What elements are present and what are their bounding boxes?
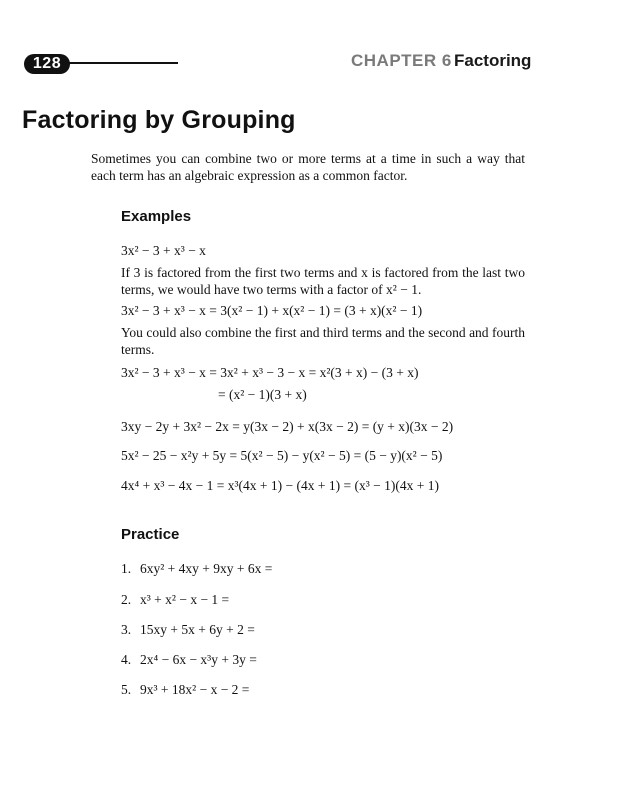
practice-item-number: 3. — [121, 622, 132, 637]
practice-item — [121, 560, 272, 577]
header-rule — [66, 62, 178, 64]
example-equation-2b: = (x² − 1)(3 + x) — [218, 387, 307, 402]
practice-item — [121, 681, 249, 698]
example-expression: 3x² − 3 + x³ − x — [121, 243, 206, 258]
page-number: 128 — [32, 55, 62, 72]
chapter-title: Factoring — [454, 51, 532, 70]
practice-item-problem: 6xy² + 4xy + 9xy + 6x = — [140, 561, 273, 576]
practice-item-problem: x³ + x² − x − 1 = — [140, 592, 230, 607]
practice-item-problem: 9x³ + 18x² − x − 2 = — [140, 682, 250, 697]
page-number-badge — [24, 54, 70, 74]
practice-item — [121, 591, 229, 608]
practice-heading: Practice — [121, 526, 180, 543]
example-equation-2a: 3x² − 3 + x³ − x = 3x² + x³ − 3 − x = x²(3 + x) − (3 + x) — [121, 365, 419, 380]
practice-item-number: 1. — [121, 561, 132, 576]
example-explanation-1: If 3 is factored from the first two terms and x is factored from the last two terms, we would have two terms with a factor of x² − 1. — [121, 265, 525, 297]
example-equation-4: 5x² − 25 − x²y + 5y = 5(x² − 5) − y(x² − 5) = (5 − y)(x² − 5) — [121, 448, 443, 463]
example-equation-3: 3xy − 2y + 3x² − 2x = y(3x − 2) + x(3x − 2) = (y + x)(3x − 2) — [121, 419, 454, 434]
practice-item-problem: 15xy + 5x + 6y + 2 = — [140, 622, 255, 637]
chapter-label: CHAPTER 6 — [351, 51, 452, 70]
practice-item-number: 4. — [121, 652, 132, 667]
practice-item-number: 2. — [121, 592, 132, 607]
example-explanation-2: You could also combine the first and third terms and the second and fourth terms. — [121, 325, 525, 357]
example-equation-5: 4x⁴ + x³ − 4x − 1 = x³(4x + 1) − (4x + 1) = (x³ − 1)(4x + 1) — [121, 478, 439, 493]
practice-item — [121, 621, 255, 638]
practice-item-number: 5. — [121, 682, 132, 697]
practice-item-problem: 2x⁴ − 6x − x³y + 3y = — [140, 652, 257, 667]
intro-paragraph: Sometimes you can combine two or more terms at a time in such a way that each term has an algebraic expression as a common factor. — [91, 151, 525, 183]
practice-item — [121, 651, 257, 668]
example-equation-1: 3x² − 3 + x³ − x = 3(x² − 1) + x(x² − 1) = (3 + x)(x² − 1) — [121, 303, 423, 318]
examples-heading: Examples — [121, 208, 192, 225]
section-title: Factoring by Grouping — [22, 106, 296, 134]
